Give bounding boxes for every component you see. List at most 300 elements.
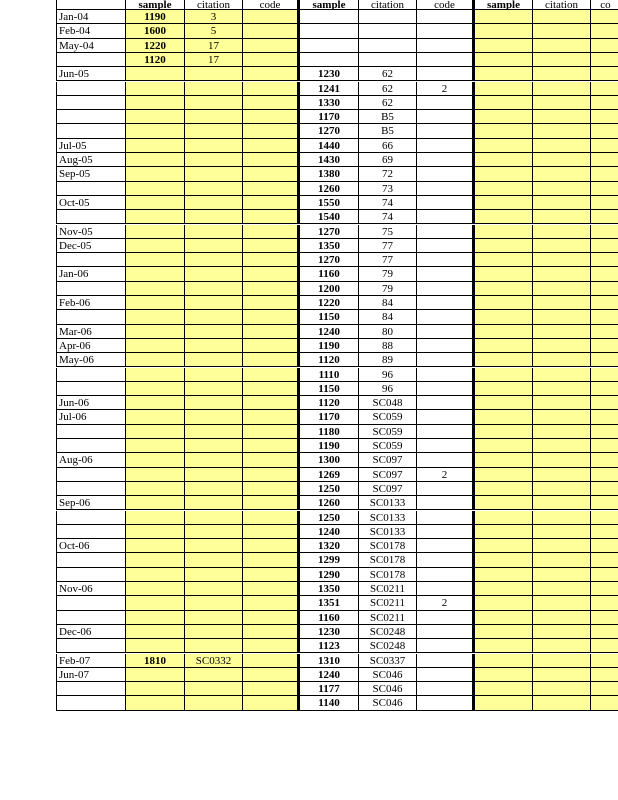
sample-cell[interactable] (126, 425, 185, 439)
citation-cell[interactable] (533, 568, 591, 582)
date-cell[interactable] (56, 611, 126, 625)
citation-cell[interactable]: SC0332 (185, 654, 243, 668)
code-cell[interactable] (243, 482, 300, 496)
code-cell[interactable] (417, 239, 475, 253)
code-cell[interactable] (591, 139, 618, 153)
citation-cell[interactable] (185, 553, 243, 567)
code-cell[interactable] (417, 282, 475, 296)
citation-cell[interactable] (185, 639, 243, 653)
sample-cell[interactable]: 1269 (300, 468, 359, 482)
citation-cell[interactable] (533, 611, 591, 625)
code-cell[interactable] (243, 10, 300, 24)
code-cell[interactable] (591, 167, 618, 181)
sample-cell[interactable]: 1230 (300, 67, 359, 81)
citation-cell[interactable] (533, 167, 591, 181)
sample-cell[interactable]: 1120 (300, 353, 359, 367)
sample-cell[interactable] (300, 24, 359, 38)
citation-cell[interactable] (533, 24, 591, 38)
code-cell[interactable] (243, 82, 300, 96)
sample-cell[interactable] (475, 496, 533, 510)
citation-cell[interactable] (185, 682, 243, 696)
citation-cell[interactable] (533, 67, 591, 81)
sample-cell[interactable] (126, 539, 185, 553)
code-cell[interactable] (591, 482, 618, 496)
date-cell[interactable]: Feb-07 (56, 654, 126, 668)
citation-cell[interactable] (185, 696, 243, 710)
code-cell[interactable] (417, 396, 475, 410)
citation-cell[interactable] (185, 596, 243, 610)
code-cell[interactable] (417, 39, 475, 53)
citation-cell[interactable] (185, 139, 243, 153)
sample-cell[interactable] (475, 53, 533, 67)
code-cell[interactable] (417, 539, 475, 553)
citation-cell[interactable] (533, 182, 591, 196)
citation-cell[interactable]: 88 (359, 339, 417, 353)
date-cell[interactable]: Dec-05 (56, 239, 126, 253)
sample-cell[interactable] (475, 282, 533, 296)
code-cell[interactable] (417, 67, 475, 81)
code-cell[interactable] (243, 182, 300, 196)
sample-cell[interactable] (126, 525, 185, 539)
code-cell[interactable] (591, 596, 618, 610)
code-cell[interactable] (243, 325, 300, 339)
code-cell[interactable] (243, 439, 300, 453)
sample-cell[interactable] (475, 310, 533, 324)
citation-cell[interactable] (185, 339, 243, 353)
code-cell[interactable] (591, 410, 618, 424)
sample-cell[interactable] (126, 625, 185, 639)
citation-cell[interactable]: 74 (359, 210, 417, 224)
code-cell[interactable] (591, 110, 618, 124)
date-cell[interactable] (56, 310, 126, 324)
code-cell[interactable] (591, 253, 618, 267)
citation-cell[interactable] (185, 482, 243, 496)
code-cell[interactable] (591, 654, 618, 668)
code-cell[interactable] (417, 368, 475, 382)
sample-cell[interactable] (475, 468, 533, 482)
code-cell[interactable] (243, 525, 300, 539)
code-cell[interactable] (417, 310, 475, 324)
code-cell[interactable] (243, 353, 300, 367)
citation-cell[interactable]: 79 (359, 267, 417, 281)
citation-cell[interactable] (533, 396, 591, 410)
citation-cell[interactable]: SC059 (359, 439, 417, 453)
date-cell[interactable]: Nov-05 (56, 225, 126, 239)
citation-cell[interactable] (185, 110, 243, 124)
date-cell[interactable] (56, 696, 126, 710)
code-cell[interactable] (417, 225, 475, 239)
citation-cell[interactable] (185, 267, 243, 281)
sample-cell[interactable] (126, 124, 185, 138)
sample-cell[interactable] (475, 511, 533, 525)
code-cell[interactable] (591, 568, 618, 582)
sample-cell[interactable]: 1240 (300, 668, 359, 682)
citation-cell[interactable] (185, 239, 243, 253)
sample-cell[interactable] (126, 696, 185, 710)
sample-cell[interactable] (475, 239, 533, 253)
citation-cell[interactable] (533, 439, 591, 453)
citation-cell[interactable]: 69 (359, 153, 417, 167)
citation-cell[interactable] (185, 210, 243, 224)
sample-cell[interactable] (126, 553, 185, 567)
citation-cell[interactable] (533, 10, 591, 24)
citation-cell[interactable]: SC0211 (359, 611, 417, 625)
code-cell[interactable] (243, 511, 300, 525)
sample-cell[interactable] (475, 382, 533, 396)
citation-cell[interactable] (185, 611, 243, 625)
citation-cell[interactable] (185, 67, 243, 81)
code-cell[interactable] (591, 10, 618, 24)
code-cell[interactable] (591, 267, 618, 281)
code-cell[interactable] (417, 325, 475, 339)
code-cell[interactable] (417, 511, 475, 525)
code-cell[interactable] (243, 682, 300, 696)
citation-cell[interactable]: SC0133 (359, 525, 417, 539)
citation-cell[interactable]: SC046 (359, 668, 417, 682)
citation-cell[interactable]: SC059 (359, 425, 417, 439)
citation-cell[interactable] (185, 167, 243, 181)
citation-cell[interactable]: SC059 (359, 410, 417, 424)
citation-cell[interactable] (533, 124, 591, 138)
citation-cell[interactable] (533, 139, 591, 153)
sample-cell[interactable] (126, 296, 185, 310)
citation-cell[interactable]: SC0248 (359, 639, 417, 653)
sample-cell[interactable] (475, 167, 533, 181)
code-cell[interactable] (591, 453, 618, 467)
sample-cell[interactable]: 1600 (126, 24, 185, 38)
citation-cell[interactable]: 17 (185, 53, 243, 67)
citation-cell[interactable] (533, 310, 591, 324)
date-cell[interactable] (56, 596, 126, 610)
citation-cell[interactable]: SC046 (359, 696, 417, 710)
date-cell[interactable] (56, 182, 126, 196)
date-cell[interactable] (56, 682, 126, 696)
sample-cell[interactable] (126, 110, 185, 124)
code-cell[interactable] (417, 654, 475, 668)
citation-cell[interactable] (533, 525, 591, 539)
citation-cell[interactable] (533, 196, 591, 210)
sample-cell[interactable]: 1200 (300, 282, 359, 296)
sample-cell[interactable]: 1150 (300, 382, 359, 396)
citation-cell[interactable] (533, 82, 591, 96)
sample-cell[interactable]: 1240 (300, 525, 359, 539)
sample-cell[interactable] (475, 253, 533, 267)
date-cell[interactable] (56, 468, 126, 482)
code-cell[interactable] (591, 310, 618, 324)
citation-cell[interactable]: SC0178 (359, 553, 417, 567)
sample-cell[interactable] (126, 82, 185, 96)
code-cell[interactable] (243, 396, 300, 410)
sample-cell[interactable] (475, 24, 533, 38)
code-cell[interactable] (591, 67, 618, 81)
sample-cell[interactable]: 1320 (300, 539, 359, 553)
code-cell[interactable] (591, 239, 618, 253)
sample-cell[interactable]: 1550 (300, 196, 359, 210)
code-cell[interactable] (417, 625, 475, 639)
code-cell[interactable] (591, 53, 618, 67)
sample-cell[interactable]: 1230 (300, 625, 359, 639)
sample-cell[interactable] (126, 196, 185, 210)
date-cell[interactable] (56, 482, 126, 496)
citation-cell[interactable] (185, 410, 243, 424)
citation-cell[interactable]: 66 (359, 139, 417, 153)
code-cell[interactable] (243, 124, 300, 138)
citation-cell[interactable] (533, 625, 591, 639)
sample-cell[interactable]: 1310 (300, 654, 359, 668)
code-cell[interactable] (591, 682, 618, 696)
citation-cell[interactable] (185, 82, 243, 96)
sample-cell[interactable] (126, 210, 185, 224)
code-cell[interactable] (417, 453, 475, 467)
date-cell[interactable] (56, 439, 126, 453)
code-cell[interactable] (417, 182, 475, 196)
code-cell[interactable] (243, 110, 300, 124)
citation-cell[interactable] (185, 468, 243, 482)
citation-cell[interactable] (533, 539, 591, 553)
citation-cell[interactable]: 74 (359, 196, 417, 210)
code-cell[interactable] (591, 425, 618, 439)
sample-cell[interactable]: 1180 (300, 425, 359, 439)
sample-cell[interactable] (475, 611, 533, 625)
code-cell[interactable] (417, 24, 475, 38)
sample-cell[interactable] (475, 82, 533, 96)
citation-cell[interactable] (185, 225, 243, 239)
sample-cell[interactable] (475, 368, 533, 382)
sample-cell[interactable] (475, 539, 533, 553)
code-cell[interactable] (591, 625, 618, 639)
date-cell[interactable] (56, 253, 126, 267)
code-cell[interactable] (591, 668, 618, 682)
date-cell[interactable]: Nov-06 (56, 582, 126, 596)
sample-cell[interactable]: 1300 (300, 453, 359, 467)
code-cell[interactable] (243, 410, 300, 424)
code-cell[interactable] (591, 525, 618, 539)
sample-cell[interactable] (126, 468, 185, 482)
sample-cell[interactable] (475, 96, 533, 110)
code-cell[interactable] (243, 611, 300, 625)
code-cell[interactable] (591, 24, 618, 38)
citation-cell[interactable]: SC0178 (359, 568, 417, 582)
code-cell[interactable] (417, 496, 475, 510)
code-cell[interactable] (591, 225, 618, 239)
sample-cell[interactable] (126, 353, 185, 367)
code-cell[interactable] (591, 539, 618, 553)
code-cell[interactable] (417, 439, 475, 453)
sample-cell[interactable] (475, 124, 533, 138)
citation-cell[interactable] (533, 96, 591, 110)
sample-cell[interactable]: 1170 (300, 110, 359, 124)
citation-cell[interactable]: SC0133 (359, 511, 417, 525)
date-cell[interactable] (56, 553, 126, 567)
sample-cell[interactable] (126, 167, 185, 181)
date-cell[interactable]: Jul-05 (56, 139, 126, 153)
date-cell[interactable]: Sep-06 (56, 496, 126, 510)
code-cell[interactable] (591, 611, 618, 625)
citation-cell[interactable] (533, 353, 591, 367)
code-cell[interactable] (591, 696, 618, 710)
code-cell[interactable] (243, 239, 300, 253)
date-cell[interactable]: Feb-06 (56, 296, 126, 310)
date-cell[interactable] (56, 96, 126, 110)
sample-cell[interactable] (126, 239, 185, 253)
sample-cell[interactable] (475, 139, 533, 153)
date-cell[interactable]: Oct-05 (56, 196, 126, 210)
citation-cell[interactable] (185, 511, 243, 525)
code-cell[interactable] (417, 96, 475, 110)
code-cell[interactable] (591, 325, 618, 339)
sample-cell[interactable] (475, 568, 533, 582)
citation-cell[interactable]: SC097 (359, 453, 417, 467)
code-cell[interactable] (417, 553, 475, 567)
sample-cell[interactable]: 1220 (300, 296, 359, 310)
sample-cell[interactable] (126, 410, 185, 424)
citation-cell[interactable] (533, 511, 591, 525)
sample-cell[interactable] (126, 682, 185, 696)
citation-cell[interactable] (533, 382, 591, 396)
citation-cell[interactable] (185, 396, 243, 410)
code-cell[interactable] (417, 253, 475, 267)
date-cell[interactable]: Jun-07 (56, 668, 126, 682)
citation-cell[interactable]: B5 (359, 124, 417, 138)
sample-cell[interactable] (300, 53, 359, 67)
date-cell[interactable] (56, 210, 126, 224)
sample-cell[interactable] (300, 39, 359, 53)
code-cell[interactable] (417, 210, 475, 224)
sample-cell[interactable] (300, 10, 359, 24)
citation-cell[interactable] (185, 439, 243, 453)
sample-cell[interactable] (475, 453, 533, 467)
code-cell[interactable] (417, 353, 475, 367)
citation-cell[interactable] (185, 325, 243, 339)
citation-cell[interactable]: 80 (359, 325, 417, 339)
citation-cell[interactable] (185, 368, 243, 382)
citation-cell[interactable] (185, 96, 243, 110)
code-cell[interactable] (417, 482, 475, 496)
citation-cell[interactable]: SC097 (359, 468, 417, 482)
code-cell[interactable] (243, 196, 300, 210)
date-cell[interactable] (56, 368, 126, 382)
sample-cell[interactable] (126, 96, 185, 110)
code-cell[interactable] (243, 453, 300, 467)
code-cell[interactable] (243, 596, 300, 610)
citation-cell[interactable] (185, 253, 243, 267)
citation-cell[interactable] (185, 425, 243, 439)
code-cell[interactable] (243, 382, 300, 396)
sample-cell[interactable]: 1330 (300, 96, 359, 110)
date-cell[interactable] (56, 82, 126, 96)
code-cell[interactable] (417, 167, 475, 181)
code-cell[interactable] (591, 396, 618, 410)
date-cell[interactable]: Jul-06 (56, 410, 126, 424)
citation-cell[interactable]: SC048 (359, 396, 417, 410)
citation-cell[interactable]: SC097 (359, 482, 417, 496)
citation-cell[interactable] (533, 282, 591, 296)
code-cell[interactable] (417, 696, 475, 710)
citation-cell[interactable]: 96 (359, 368, 417, 382)
code-cell[interactable] (417, 582, 475, 596)
date-cell[interactable] (56, 110, 126, 124)
citation-cell[interactable] (185, 182, 243, 196)
code-cell[interactable] (243, 339, 300, 353)
code-cell[interactable] (591, 182, 618, 196)
sample-cell[interactable] (475, 110, 533, 124)
code-cell[interactable]: 2 (417, 468, 475, 482)
sample-cell[interactable]: 1190 (300, 339, 359, 353)
sample-cell[interactable]: 1540 (300, 210, 359, 224)
sample-cell[interactable]: 1110 (300, 368, 359, 382)
code-cell[interactable] (591, 124, 618, 138)
citation-cell[interactable]: SC046 (359, 682, 417, 696)
date-cell[interactable] (56, 53, 126, 67)
code-cell[interactable] (591, 82, 618, 96)
sample-cell[interactable]: 1123 (300, 639, 359, 653)
citation-cell[interactable] (533, 296, 591, 310)
date-cell[interactable]: May-06 (56, 353, 126, 367)
sample-cell[interactable] (126, 511, 185, 525)
citation-cell[interactable] (359, 53, 417, 67)
sample-cell[interactable]: 1190 (126, 10, 185, 24)
sample-cell[interactable]: 1350 (300, 582, 359, 596)
sample-cell[interactable] (475, 296, 533, 310)
sample-cell[interactable] (475, 696, 533, 710)
code-cell[interactable] (591, 296, 618, 310)
code-cell[interactable] (591, 511, 618, 525)
code-cell[interactable] (243, 210, 300, 224)
citation-cell[interactable] (533, 410, 591, 424)
sample-cell[interactable] (475, 153, 533, 167)
sample-cell[interactable] (475, 439, 533, 453)
sample-cell[interactable] (475, 396, 533, 410)
code-cell[interactable] (243, 425, 300, 439)
sample-cell[interactable]: 1351 (300, 596, 359, 610)
code-cell[interactable] (243, 468, 300, 482)
date-cell[interactable] (56, 568, 126, 582)
sample-cell[interactable]: 1160 (300, 611, 359, 625)
code-cell[interactable] (243, 496, 300, 510)
code-cell[interactable] (243, 282, 300, 296)
citation-cell[interactable] (533, 325, 591, 339)
citation-cell[interactable]: SC0178 (359, 539, 417, 553)
sample-cell[interactable] (126, 668, 185, 682)
code-cell[interactable] (591, 210, 618, 224)
sample-cell[interactable]: 1250 (300, 482, 359, 496)
code-cell[interactable] (243, 582, 300, 596)
code-cell[interactable] (417, 153, 475, 167)
citation-cell[interactable]: B5 (359, 110, 417, 124)
code-cell[interactable]: 2 (417, 82, 475, 96)
citation-cell[interactable] (533, 696, 591, 710)
citation-cell[interactable] (533, 225, 591, 239)
date-cell[interactable] (56, 525, 126, 539)
code-cell[interactable] (417, 425, 475, 439)
sample-cell[interactable] (126, 382, 185, 396)
citation-cell[interactable]: 3 (185, 10, 243, 24)
sample-cell[interactable] (126, 396, 185, 410)
citation-cell[interactable]: 79 (359, 282, 417, 296)
sample-cell[interactable]: 1150 (300, 310, 359, 324)
sample-cell[interactable] (126, 368, 185, 382)
date-cell[interactable]: Apr-06 (56, 339, 126, 353)
citation-cell[interactable] (185, 282, 243, 296)
citation-cell[interactable] (533, 482, 591, 496)
code-cell[interactable] (243, 296, 300, 310)
citation-cell[interactable] (533, 668, 591, 682)
sample-cell[interactable]: 1270 (300, 225, 359, 239)
citation-cell[interactable] (533, 267, 591, 281)
code-cell[interactable] (591, 553, 618, 567)
code-cell[interactable] (591, 496, 618, 510)
sample-cell[interactable]: 1190 (300, 439, 359, 453)
